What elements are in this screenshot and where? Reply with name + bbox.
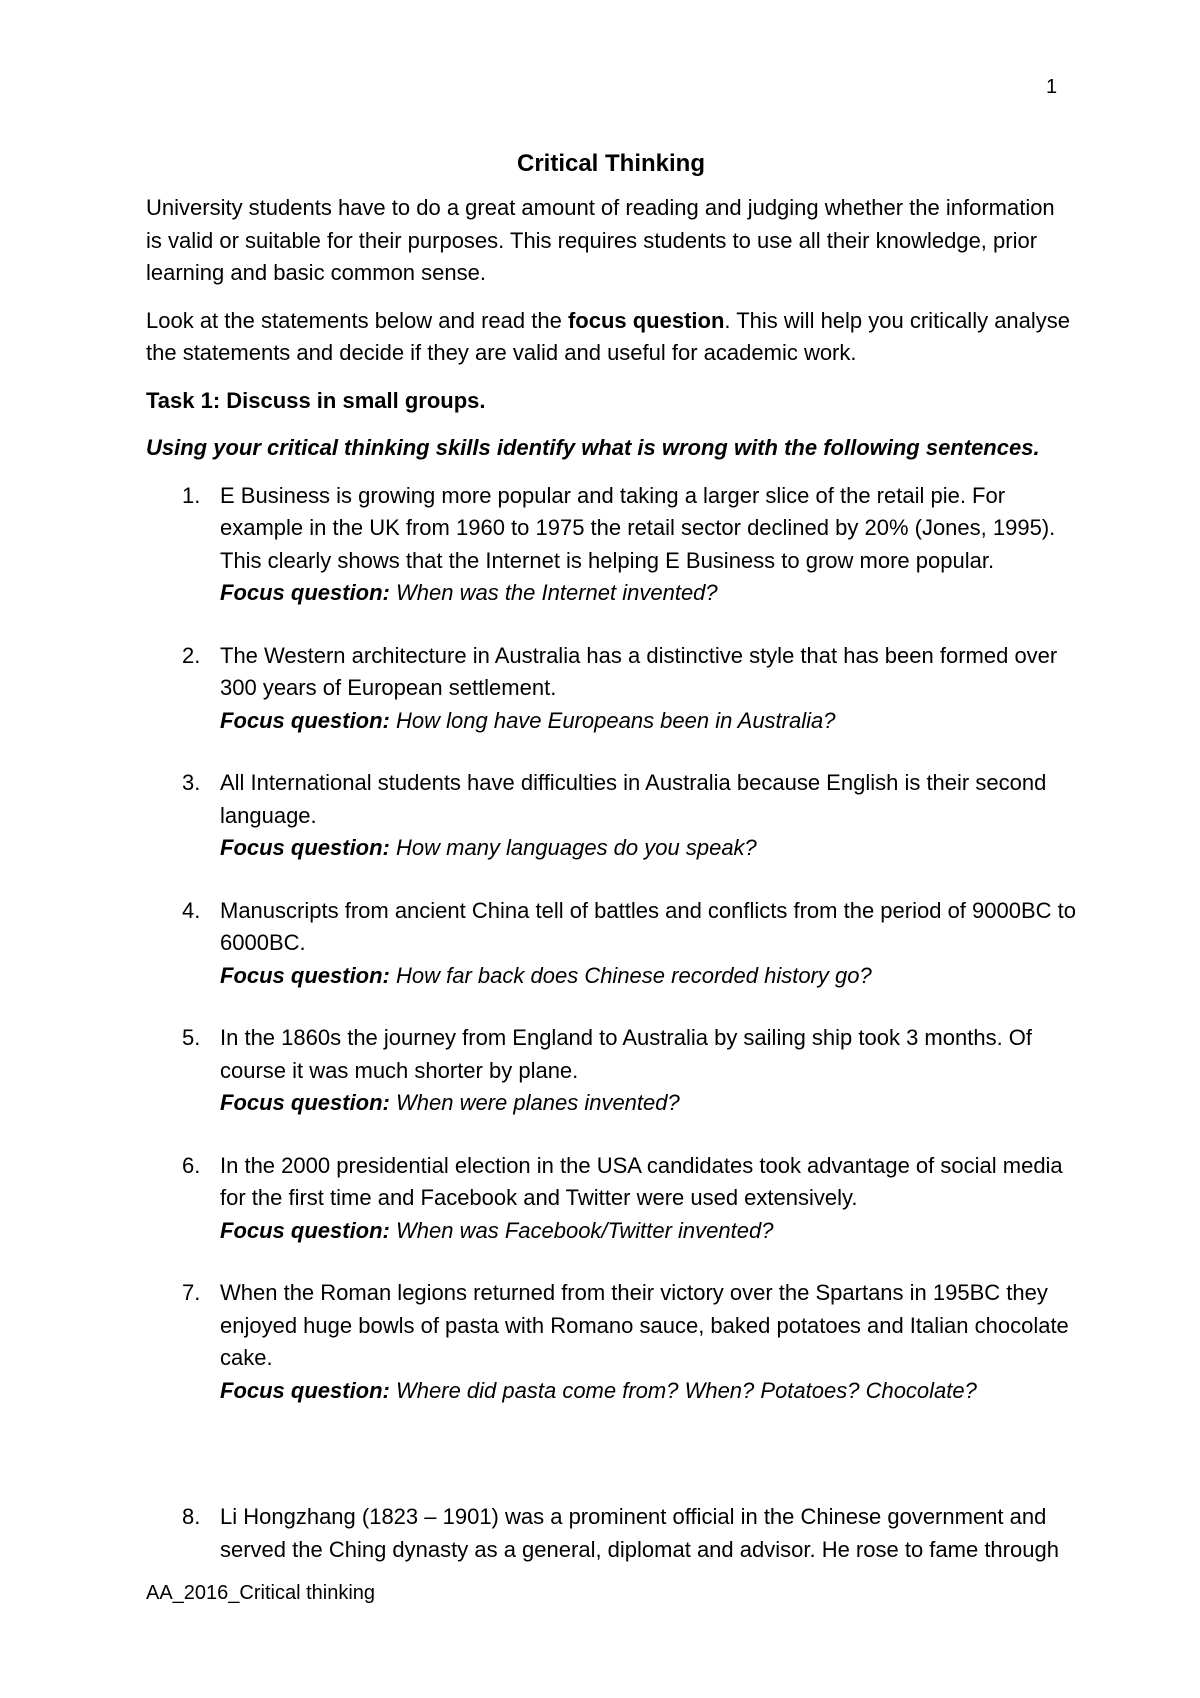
statement-item-7 — [146, 1277, 1076, 1407]
intro-paragraph: University students have to do a great amount of reading and judging whether the information is valid or suitable for their purposes. This requires students to use all their knowledge, prior learning and basic common sense. — [146, 195, 1055, 285]
focus-question-text: When were planes invented? — [389, 1090, 680, 1115]
focus-question — [220, 577, 1076, 610]
focus-question-label: Focus question: — [220, 580, 390, 605]
look-paragraph — [146, 305, 1076, 370]
statement-text: When the Roman legions returned from their victory over the Spartans in 195BC they enjoyed huge bowls of pasta with Romano sauce, baked potatoes and Italian chocolate cake. — [220, 1280, 1069, 1370]
statement-number: 8. — [182, 1504, 201, 1529]
page-number: 1 — [1046, 76, 1058, 98]
task-instruction: Using your critical thinking skills identify what is wrong with the following sentences. — [146, 435, 1040, 460]
statement-number: 3. — [182, 770, 201, 795]
focus-question-label: Focus question: — [220, 707, 390, 733]
document-title: Critical Thinking — [516, 150, 705, 177]
focus-question-term: focus question — [567, 307, 725, 333]
statement-text: In the 2000 presidential election in the USA candidates took advantage of social media for the first time and Facebook and Twitter were used extensively. — [220, 1152, 1063, 1210]
statement-item-3 — [146, 767, 1076, 865]
focus-question-text: Where did pasta come from? When? Potatoes? Chocolate? — [389, 1377, 977, 1403]
statement-text: All International students have difficulties in Australia because English is their second language. — [220, 770, 1047, 828]
statement-number: 6. — [182, 1152, 201, 1178]
focus-question-label: Focus question: — [220, 1377, 390, 1403]
statement-item-8 — [146, 1501, 1076, 1566]
focus-question-text: How far back does Chinese recorded history go? — [389, 962, 872, 988]
statement-text: The Western architecture in Australia has a distinctive style that has been formed over 300 years of European settlement. — [220, 642, 1058, 700]
focus-question-label: Focus question: — [220, 962, 390, 988]
document-body — [146, 148, 1076, 1596]
focus-question-label: Focus question: — [220, 1090, 390, 1115]
statement-number: 5. — [182, 1025, 201, 1050]
page-footer: AA_2016_Critical thinking — [146, 1582, 376, 1604]
focus-question — [220, 960, 1076, 993]
statement-item-4 — [146, 895, 1076, 993]
statement-number: 7. — [182, 1280, 201, 1305]
statement-item-2 — [146, 640, 1076, 738]
focus-question — [220, 1087, 1076, 1120]
task-heading: Task 1: Discuss in small groups. — [146, 387, 486, 413]
statement-item-1 — [146, 480, 1076, 610]
focus-question — [220, 1215, 1076, 1248]
statement-text: E Business is growing more popular and taking a larger slice of the retail pie. For example in the UK from 1960 to 1975 the retail sector declined by 20% (Jones, 1995). This clearly shows that the Internet is helping E Business to grow more popular. — [220, 482, 1056, 573]
statement-number: 1. — [182, 482, 201, 508]
statement-number: 4. — [182, 897, 201, 923]
focus-question — [220, 832, 1076, 865]
focus-question-text: How long have Europeans been in Australia? — [389, 707, 836, 733]
statement-text: Li Hongzhang (1823 – 1901) was a prominent official in the Chinese government and served the Ching dynasty as a general, diplomat and advisor. He rose to fame through — [220, 1504, 1059, 1562]
focus-question-label: Focus question: — [220, 1217, 390, 1243]
statement-item-5 — [146, 1022, 1076, 1120]
focus-question — [220, 705, 1076, 738]
statement-list — [146, 480, 1076, 1567]
statement-text: In the 1860s the journey from England to Australia by sailing ship took 3 months. Of course it was much shorter by plane. — [220, 1025, 1033, 1083]
focus-question — [220, 1375, 1076, 1408]
focus-question-text: When was Facebook/Twitter invented? — [389, 1217, 774, 1243]
statement-number: 2. — [182, 642, 201, 668]
statement-item-6 — [146, 1150, 1076, 1248]
statement-text: Manuscripts from ancient China tell of battles and conflicts from the period of 9000BC to 6000BC. — [220, 897, 1076, 955]
look-paragraph-before: Look at the statements below and read the — [146, 307, 568, 333]
focus-question-text: How many languages do you speak? — [389, 835, 757, 860]
focus-question-label: Focus question: — [220, 835, 390, 860]
look-paragraph-after: . This will help you critically analyse the statements and decide if they are valid and useful for academic work. — [146, 307, 1071, 365]
focus-question-text: When was the Internet invented? — [389, 580, 718, 605]
